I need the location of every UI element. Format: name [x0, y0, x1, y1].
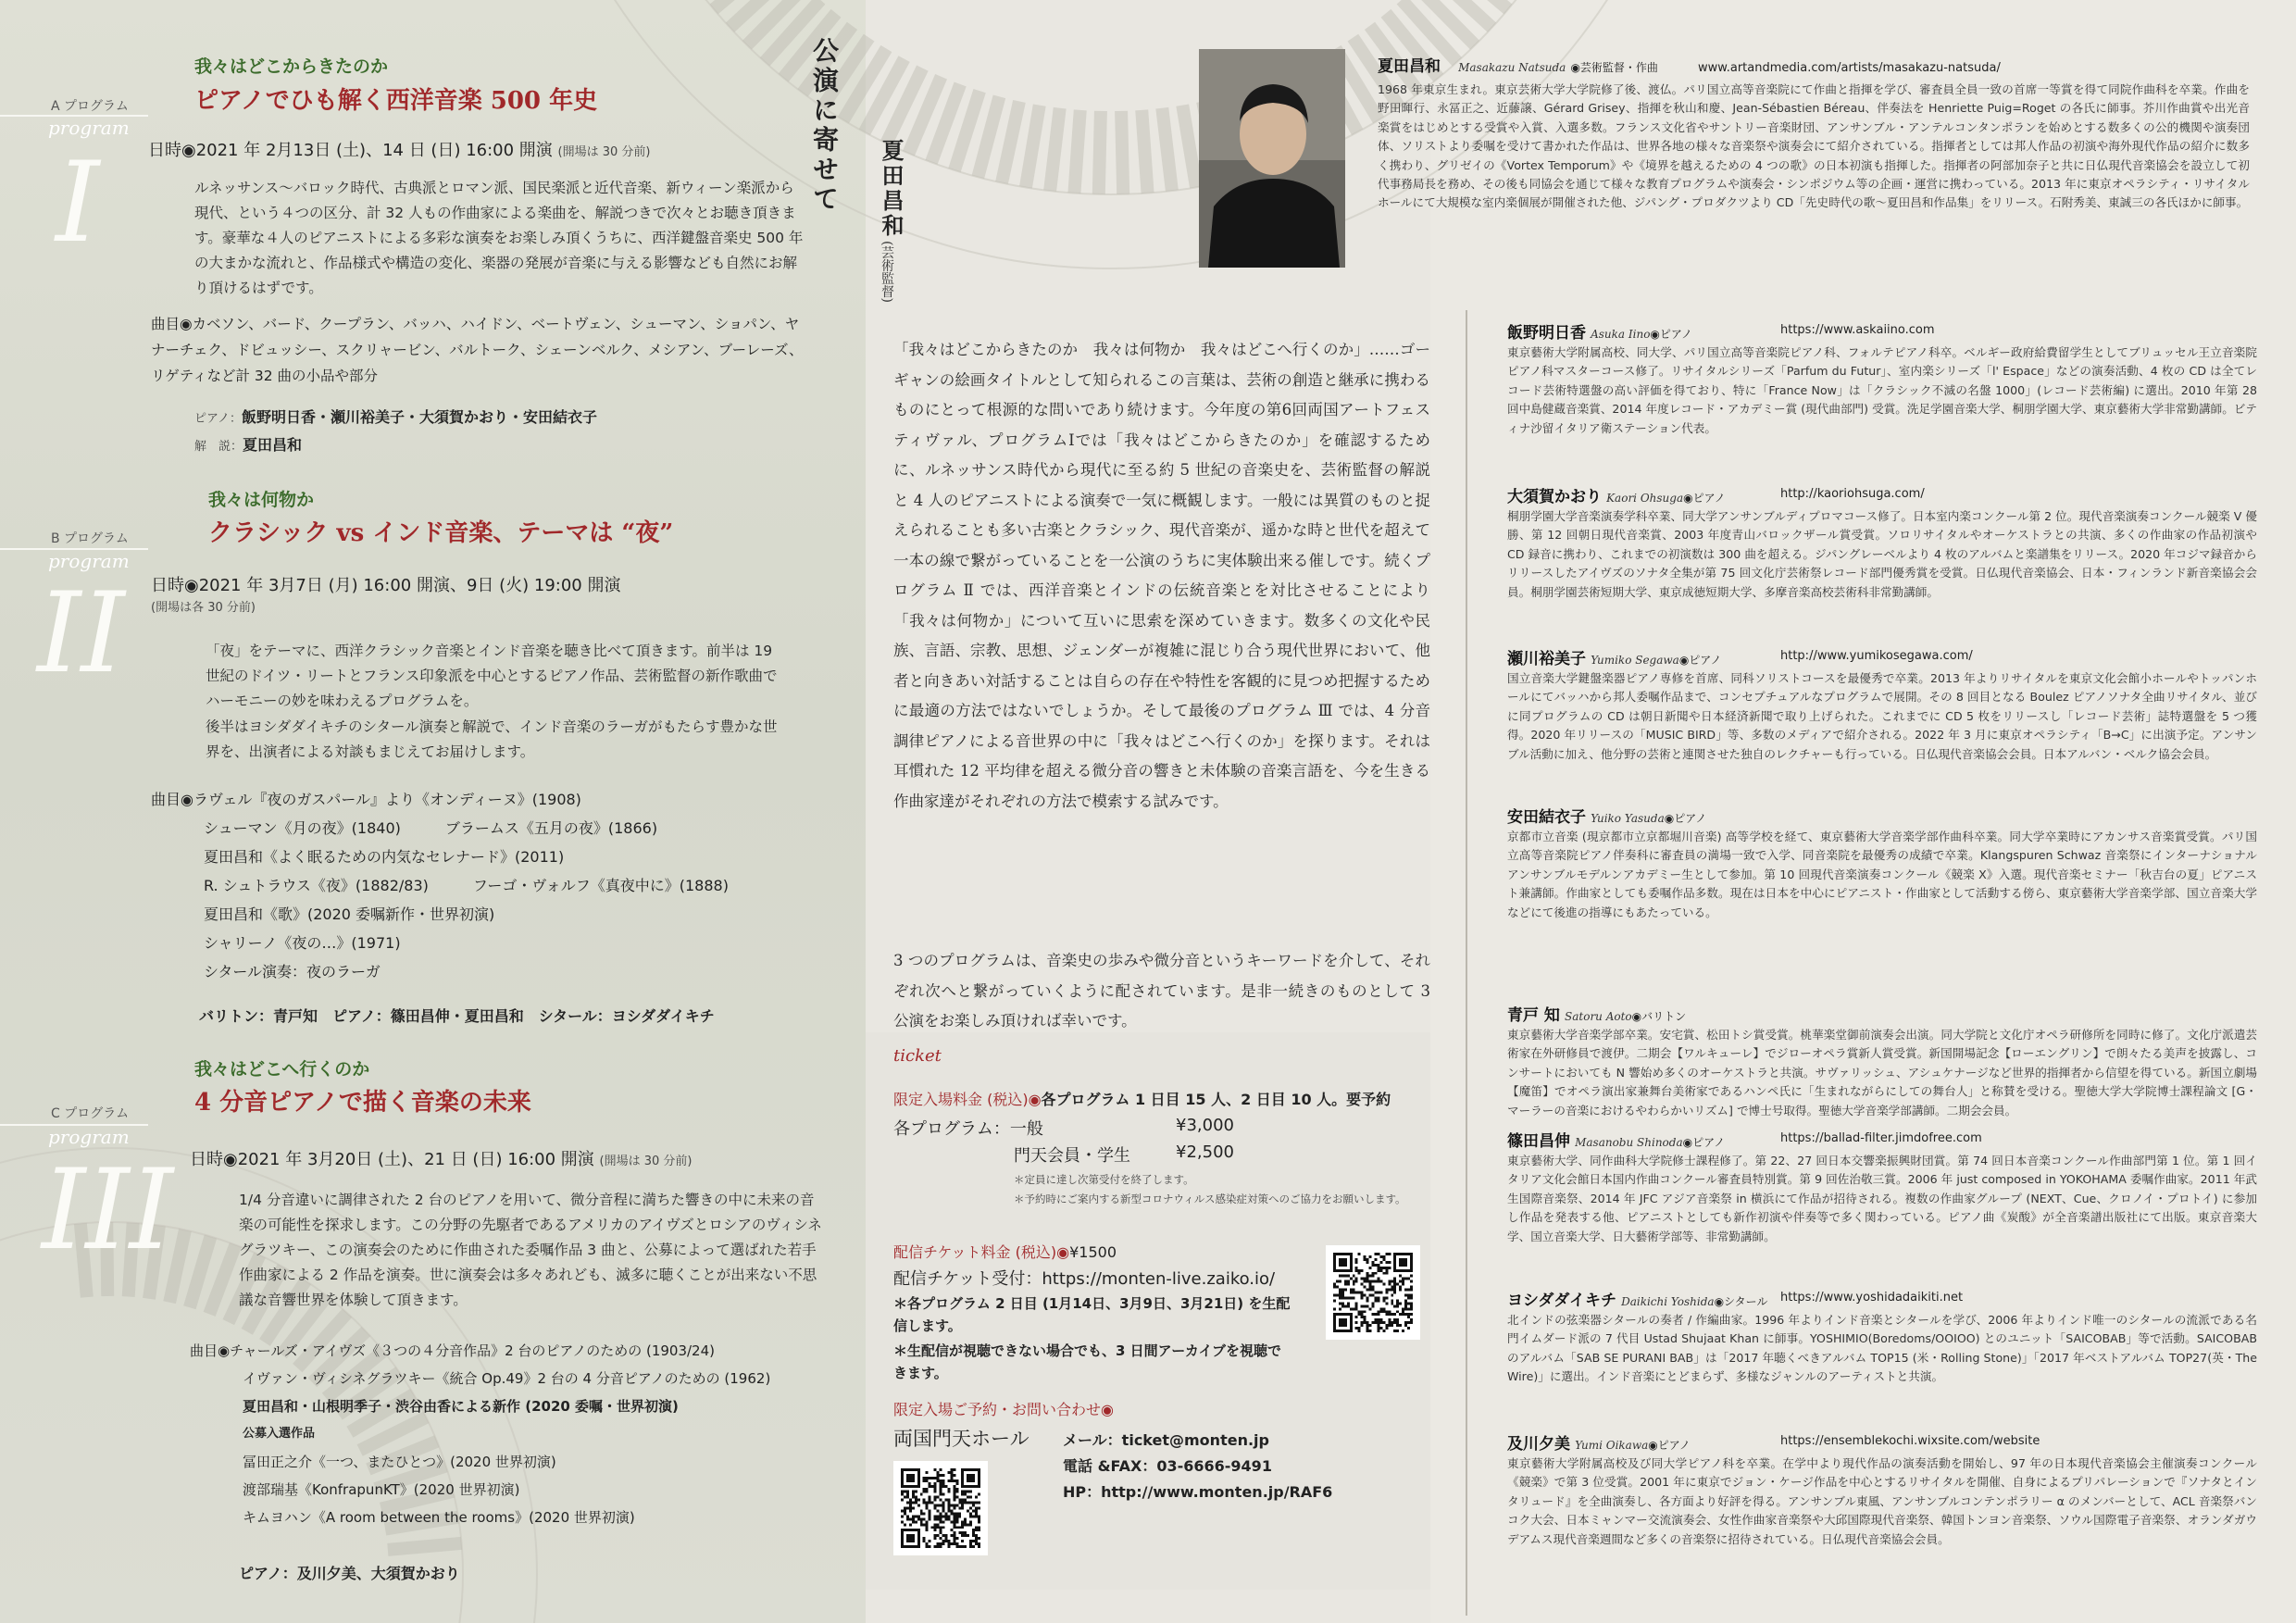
ticket-row-member	[1014, 1142, 1245, 1167]
artist-bio: 東京藝術大学附属高校及び同大学ピアノ科を卒業。在学中より現代作品の演奏活動を開始し、97 年の日本現代音楽協会主催演奏コンクール《競楽》で第 3 位受賞。2001 年に東京でジョン・ケージ作品を中心とするリサイタルを開催、自身によるプリパレーションで『ソナタとインタリュード』を全曲演奏し、各方面より好評を得る。アンサンブル東風、アンサンブルコンテンポラリー α のメンバーとして、ACL 音楽祭バンコク大会、日本ミャンマー交流演奏会、女性作曲家音楽祭や大邱国際現代音楽祭、韓国トンヨン音楽祭、ソウル国際電子音楽祭、オランダガウデアムス現代音楽週間など多くの音楽祭に招待されている。日仏現代音楽協会会員。	[1507, 1456, 2257, 1546]
ticket-note-2: ＊予約時にご案内する新型コロナウィルス感染症対策へのご協力をお願いします。	[1014, 1192, 1406, 1205]
program-b-description: 「夜」をテーマに、西洋クラシック音楽とインド音楽を聴き比べて頂きます。前半は 19 世紀のドイツ・リートとフランス印象派を中心とするピアノ作品、芸術監督の新作歌曲でハーモニーの妙を味わえるプログラムを。	[206, 643, 778, 709]
artist-bio: 桐朋学園大学音楽演奏学科卒業、同大学アンサンブルディプロマコース修了。日本室内楽コンクール第 2 位。現代音楽演奏コンクール競楽 V 優勝、第 12 回朝日現代音楽賞、2003 年度青山バロックザール賞受賞。ソロリサイタルやオーケストラとの共演、多くの作曲家の作品初演や CD 録音に携わり、これまでの初演数は 300 曲を超える。ジパングレーベルより 4 枚のアルバムと楽譜集をリリース。2020 年コジマ録音からリリースしたアイヴズのソナタ全集が第 75 回文化庁芸術祭レコード部門優秀賞を受賞。日仏現代音楽協会、日本・フィンランド新音楽協会会員。桐朋学園芸術短期大学、東京成徳短期大学、多摩音楽高校芸術科非常勤講師。	[1507, 509, 2257, 599]
artist-role: ◉ピアノ	[1664, 812, 1707, 825]
ticket-row-general	[893, 1116, 1234, 1140]
artist-roman: Yumi Oikawa	[1575, 1439, 1649, 1452]
stream-price	[893, 1241, 1117, 1262]
artist-roman: Satoru Aoto	[1565, 1010, 1632, 1023]
program-a-date-text: 日時◉2021 年 2月13日 (土)、14 日 (日) 16:00 開演	[148, 141, 553, 160]
artist-header	[1507, 483, 2257, 507]
repertoire-line: キムヨハン《A room between the rooms》(2020 世界初演)	[243, 1509, 635, 1526]
artist-bio: 東京藝術大学音楽学部卒業。安宅賞、松田トシ賞受賞。桃華楽堂御前演奏会出演。同大学院と文化庁オペラ研修所を同時に修了。文化庁派遣芸術家在外研修員で渡伊。二期会【ワルキューレ】でジローオペラ賞新人賞受賞。新国開場記念【ローエングリン】で朗々たる美声を披露し、コンサートにおいても N 響始め多くのオーケストラと共演。サヴァリッシュ、アシュケナージなど世界的指揮者から信望を得ている。新国立劇場【魔笛】でオペラ演出家兼舞台美術家であるハンペ氏に「生まれながらにしての舞台人」と称賛を受ける。聖徳大学大学院博士課程論文 [G・マーラーの音楽におけるやわらかいリズム] で博士号取得。聖徳大学音楽学部講師。二期会会員。	[1507, 1028, 2257, 1117]
program-b-numeral: II	[37, 569, 125, 698]
ticket-limit-text: 各プログラム 1 日目 15 人、2 日目 10 人。要予約	[1041, 1091, 1391, 1108]
artist-roman: Masanobu Shinoda	[1575, 1136, 1683, 1149]
repertoire-line: 夏田昌和《歌》(2020 委嘱新作・世界初演)	[204, 905, 495, 923]
artist-url[interactable]: https://www.askaiino.com	[1780, 323, 1935, 337]
essay-author: 夏田昌和	[878, 139, 905, 239]
stream-price-value: ¥1500	[1069, 1243, 1117, 1261]
stream-qr-code[interactable]	[1326, 1245, 1420, 1340]
stream-note-1: ＊各プログラム 2 日目 (1月14日、3月9日、3月21日) を生配信します。	[893, 1295, 1291, 1334]
artist-url[interactable]: http://kaoriohsuga.com/	[1780, 487, 1925, 501]
artist-header	[1507, 804, 2257, 828]
ticket-row1-label: 各プログラム：一般	[893, 1119, 1043, 1139]
ticket-limit-label: 限定入場料金 (税込)◉	[893, 1091, 1042, 1108]
artist-header	[1507, 645, 2257, 669]
artist-entry	[1507, 319, 2257, 438]
program-c-performers: ピアノ：及川夕美、大須賀かおり	[239, 1565, 460, 1582]
artist-name: 安田結衣子	[1507, 808, 1586, 827]
artist-role: ◉ピアノ	[1682, 1136, 1726, 1149]
program-c-date-note: (開場は 30 分前)	[599, 1155, 693, 1168]
program-a-subtitle: 我々はどこからきたのか	[194, 56, 389, 77]
program-b-date-note: (開場は各 30 分前)	[151, 601, 256, 615]
artist-role: ◉バリトン	[1631, 1010, 1687, 1023]
essay-paragraph-1: 「我々はどこからきたのか 我々は何物か 我々はどこへ行くのか」……ゴーギャンの絵画タイトルとして知られるこの言葉は、芸術の創造と継承に携わるものにとって根源的な問いであり続けます。今年度の第6回両国アートフェスティヴァル、プログラムⅠでは「我々はどこからきたのか」を確認するために、ルネッサンス時代から現代に至る約 5 世紀の音楽史を、芸術監督の解説と 4 人のピアニストによる演奏で一気に概観します。一般には異質のものと捉えられることも多い古楽とクラシック、現代音楽が、遥かな時と世代を超えて一本の線で繋がっていることを一公演のうちに実体験出来る催しです。続くプログラム Ⅱ では、西洋音楽とインドの伝統音楽とを対比させることにより「我々は何物か」について互いに思索を深めていきます。数多くの文化や民族、言語、宗教、思想、ジェンダーが複雑に混じり合う現代世界において、他者と向きあい対話することは自らの存在や特性を客観的に見つめ把握するために最適の方法ではないでしょうか。そして最後のプログラム Ⅲ では、4 分音調律ピアノによる音世界の中に「我々はどこへ行くのか」を探ります。それは耳慣れた 12 平均律を超える微分音の響きと未体験の音楽言語を、今を生きる作曲家達がそれぞれの方法で模索する試みです。	[893, 341, 1430, 810]
program-a-title: ピアノでひも解く西洋音楽 500 年史	[194, 87, 598, 115]
artist-name: 及川夕美	[1507, 1435, 1570, 1454]
artist-url[interactable]: https://ballad-filter.jimdofree.com	[1780, 1131, 1982, 1145]
repertoire-line: 渡部瑞基《KonfrapunKT》(2020 世界初演)	[243, 1481, 520, 1498]
contact-qr-code[interactable]	[893, 1461, 988, 1555]
artist-entry	[1507, 645, 2257, 764]
repertoire-line: 曲目◉チャールズ・アイヴズ《３つの４分音作品》2 台のピアノのための (1903/24)	[190, 1342, 715, 1359]
director-name: 夏田昌和	[1378, 57, 1441, 76]
stream-price-label: 配信チケット料金 (税込)◉	[893, 1243, 1070, 1261]
contact-label: 限定入場ご予約・お問い合わせ◉	[893, 1401, 1114, 1418]
program-c-label: C プログラム	[51, 1106, 130, 1121]
director-role: ◉芸術監督・作曲	[1570, 61, 1658, 74]
ticket-row1-price: ¥3,000	[1176, 1116, 1234, 1135]
program-c-date-text: 日時◉2021 年 3月20日 (土)、21 日 (日) 16:00 開演	[190, 1150, 594, 1169]
program-a-date	[148, 137, 650, 161]
artist-header	[1507, 1002, 2257, 1026]
ticket-row2-label: 門天会員・学生	[1014, 1146, 1130, 1166]
artist-url[interactable]: https://ensemblekochi.wixsite.com/website	[1780, 1434, 2040, 1448]
artist-header	[1507, 1430, 2257, 1454]
artist-entry	[1507, 1128, 2257, 1246]
pianists: 飯野明日香・瀬川裕美子・大須賀かおり・安田結衣子	[241, 408, 597, 426]
repertoire-line: シューマン《月の夜》(1840) ブラームス《五月の夜》(1866)	[204, 819, 658, 837]
program-a-commentary	[194, 433, 302, 455]
repertoire-line: 公募入選作品	[243, 1427, 316, 1441]
program-a-description: ルネッサンス～バロック時代、古典派とロマン派、国民楽派と近代音楽、新ウィーン楽派から現代、という４つの区分、計 32 人もの作曲家による楽曲を、解説つきで次々とお聴き頂きます。豪華な４人のピアニストによる多彩な演奏をお楽しみ頂くうちに、西洋鍵盤音楽史 500 年の大まかな流れと、作品様式や構造の変化、楽器の発展が音楽に与える影響なども自然にお解り頂けるはずです。	[194, 180, 804, 296]
program-b-label: B プログラム	[51, 531, 129, 546]
program-a-pianists	[194, 406, 597, 427]
program-c-title: 4 分音ピアノで描く音楽の未来	[194, 1089, 531, 1117]
program-a-date-note: (開場は 30 分前)	[557, 145, 651, 159]
program-b-date: 日時◉2021 年 3月7日 (月) 16:00 開演、9日 (火) 19:00 開演	[151, 576, 621, 595]
contact-hp[interactable]: HP：http://www.monten.jp/RAF6	[1063, 1483, 1333, 1501]
program-a-label: A プログラム	[51, 99, 129, 114]
artist-entry	[1507, 483, 2257, 602]
pianists-label: ピアノ：	[194, 412, 242, 426]
ticket-row2-price: ¥2,500	[1176, 1142, 1234, 1162]
repertoire-line: 夏田昌和・山根明季子・渋谷由香による新作 (2020 委嘱・世界初演)	[243, 1398, 679, 1415]
director-roman: Masakazu Natsuda	[1458, 61, 1566, 74]
hall-name: 両国門天ホール	[893, 1428, 1029, 1450]
essay-paragraph-2: 3 つのプログラムは、音楽史の歩みや微分音というキーワードを介して、それぞれ次へと繋がっていくように配されています。是非一続きのものとして 3 公演をお楽しみ頂ければ幸いです。	[893, 952, 1430, 1030]
program-b-repertoire	[151, 785, 729, 986]
program-c-numeral: III	[42, 1146, 174, 1275]
program-a-numeral: I	[56, 139, 100, 268]
ticket-heading: ticket	[893, 1046, 942, 1066]
artist-header	[1507, 1287, 2257, 1311]
artist-entry	[1507, 1287, 2257, 1387]
artist-role: ◉ピアノ	[1650, 328, 1692, 341]
artist-entry	[1507, 1430, 2257, 1549]
ticket-limit	[893, 1088, 1421, 1109]
program-a-repertoire: 曲目◉カベソン、バード、クープラン、バッハ、ハイドン、ベートヴェン、シューマン、ショパン、ヤナーチェク、ドビュッシー、スクリャービン、バルトーク、シェーンベルク、メシアン、ブーレーズ、リゲティなど計 32 曲の小品や部分	[151, 316, 804, 384]
artist-roman: Daikichi Yoshida	[1621, 1295, 1715, 1308]
artist-entry	[1507, 804, 2257, 922]
artist-role: ◉シタール	[1714, 1295, 1768, 1308]
ticket-note-1: ＊定員に達し次第受付を終了します。	[1014, 1173, 1194, 1186]
repertoire-line: R. シュトラウス《夜》(1882/83) フーゴ・ヴォルフ《真夜中に》(1888)	[204, 877, 729, 894]
repertoire-line: 夏田昌和《よく眠るための内気なセレナード》(2011)	[204, 848, 565, 866]
artist-name: 青戸 知	[1507, 1006, 1560, 1025]
artist-bio: 京都市立音楽 (現京都市立京都堀川音楽) 高等学校を経て、東京藝術大学音楽学部作曲科卒業。同大学卒業時にアカンサス音楽賞受賞。パリ国立高等音楽院ピアノ伴奏科に審査員の満場一致で入学、同音楽院を最優秀の成績で卒業。Klangspuren Schwaz 音楽祭にインターナショナルアンサンブルモデルンアカデミー生として参加。第 10 回現代音楽演奏コンクール《競楽 X》入選。現代音楽セミナー「秋吉台の夏」ピアニスト兼講師。作曲家としても委嘱作品多数。現在は日本を中心にピアニスト・作曲家として活動する傍ら、東京藝術大学音楽学部、国立音楽大学などにて後進の指導にもあたっている。	[1507, 830, 2257, 919]
stream-note-2: ＊生配信が視聴できない場合でも、3 日間アーカイブを視聴できます。	[893, 1342, 1282, 1381]
program-c-repertoire	[190, 1337, 770, 1531]
artist-role: ◉ピアノ	[1683, 492, 1726, 505]
program-c-description: 1/4 分音違いに調律された 2 台のピアノを用いて、微分音程に満ちた響きの中に未来の音楽の可能性を探求します。この分野の先駆者であるアメリカのアイヴズとロシアのヴィシネグラツキー、この演奏会のために作曲された委嘱作品 3 曲と、公募によって選ばれた若手作曲家による 2 作品を演奏。世に演奏会は多々あれども、滅多に聴くことが出来ない不思議な音響世界を体験して頂きます。	[239, 1192, 822, 1308]
artist-name: 篠田昌伸	[1507, 1132, 1570, 1151]
artist-bio: 東京藝術大学附属高校、同大学、パリ国立高等音楽院ピアノ科、フォルテピアノ科卒。ベルギー政府給費留学生としてブリュッセル王立音楽院ピアノ科マスターコース修了。リサイタルシリーズ「Parfum du Futur」、室内楽シリーズ「l' Espace」などの演奏活動、4 枚の CD は全てレコード芸術特選盤の高い評価を得ており、特に「France Now」は「クラシック不滅の名盤 1000」(レコード芸術編) に選出。2010 年第 28 回中島健蔵音楽賞、2014 年度レコード・アカデミー賞 (現代曲部門) 受賞。洗足学園音楽大学、桐朋学園大学、東京藝術大学非常勤講師。ビティナ沙留イタリア衛ステーション代表。	[1507, 345, 2257, 435]
director-header	[1378, 53, 2001, 76]
program-b-subtitle: 我々は何物か	[208, 490, 315, 510]
program-c-subtitle: 我々はどこへ行くのか	[194, 1059, 370, 1080]
program-c-date	[190, 1146, 692, 1170]
program-b-title: クラシック vs インド音楽、テーマは “夜”	[208, 519, 674, 547]
artist-bio: 北インドの弦楽器シタールの奏者 / 作編曲家。1996 年よりインド音楽とシタールを学び、2006 年よりインド唯一のシタールの流派である名門イムダード派の 7 代目 Ustad Shujaat Khan に師事。YOSHIMIO(Boredoms/OOIOO) とのユニット「SAICOBAB」等で活動。SAICOBAB のアルバム「SAB SE PURANI BAB」は「2017 年聴くべきアルバム TOP15 (米・Rolling Stone)」「2017 年ベストアルバム TOP27(英・The Wire)」に選出。インド音楽にとどまらず、多様なジャンルのアーティストと共演。	[1507, 1313, 2257, 1384]
artist-roman: Yumiko Segawa	[1591, 654, 1679, 667]
repertoire-line: シャリーノ《夜の…》(1971)	[204, 934, 401, 952]
artist-url[interactable]: https://www.yoshidadaikiti.net	[1780, 1291, 1964, 1305]
program-word: program	[48, 550, 130, 572]
artist-url[interactable]: http://www.yumikosegawa.com/	[1780, 649, 1973, 663]
column-divider	[1466, 310, 1467, 1616]
program-word: program	[48, 117, 130, 139]
artist-bio: 東京藝術大学、同作曲科大学院修士課程修了。第 22、27 回日本交響楽振興財団賞。第 74 回日本音楽コンクール作曲部門第 1 位。第 1 回イタリア文化会館日本国内作曲コンクール審査員特別賞。第 9 回佐治敬三賞。2006 年 just composed in YOKOHAMA 委嘱作曲家。2011 年武生国際音楽祭、2014 年 JFC アジア音楽祭 in 横浜にて作品が招待される。複数の作曲家グループ (NEXT、Cue、クロノイ・プロトイ) に参加し作品を発表する他、ピアニストとしても新作初演や伴奏等で多く関わっている。ピアノ曲《炭酸》が全音楽譜出版社にて出版。東京音楽大学、国立音楽大学、日大藝術学部等、非常勤講師。	[1507, 1154, 2257, 1243]
repertoire-line: 冨田正之介《一つ、またひとつ》(2020 世界初演)	[243, 1454, 556, 1470]
program-word: program	[48, 1126, 130, 1148]
artist-name: 大須賀かおり	[1507, 488, 1602, 506]
contact-mail[interactable]: メール：ticket@monten.jp	[1063, 1431, 1269, 1449]
artist-roman: Kaori Ohsuga	[1606, 492, 1684, 505]
director-bio: 1968 年東京生まれ。東京芸術大学大学院修了後、渡仏。パリ国立高等音楽院にて作曲と指揮を学び、審査員全員一致の首席一等賞を得て同院作曲科を卒業。作曲を野田暉行、永冨正之、近藤譲、Gérard Grisey、指揮を秋山和慶、Jean-Sébastien Béreau、伴奏法を Henriette Puig=Roget の各氏に師事。芥川作曲賞や出光音楽賞をはじめとする受賞や入賞、入選多数。フランス文化省やサントリー音楽財団、アンサンブル・アンテルコンタンポランを始めとする数多くの公的機関や演奏団体、ソリストより委嘱を受けて書かれた作品は、世界各地の様々な音楽祭や演奏会にて紹介されている。指揮者としては邦人作品の初演や海外現代作品の紹介に数多く携わり、グリゼイの《Vortex Temporum》や《境界を越えるための 4 つの歌》の日本初演も指揮した。指揮者の阿部加奈子と共に日仏現代音楽協会を設立して初代事務局長を務め、その後も同協会を通じて様々な教育プログラムや演奏会・シンポジウム等の企画・運営に携わっている。2013 年に東京オペラシティ・リサイタルホールにて大規模な室内楽個展が開催された他、ジパング・プロダクツより CD「先史時代の歌～夏田昌和作品集」をリリース。石附秀美、東誠三の各氏ほかに師事。	[1378, 82, 2250, 210]
artist-bio: 国立音楽大学鍵盤楽器ピアノ専修を首席、同科ソリストコースを最優秀で卒業。2013 年よりリサイタルを東京文化会館小ホールやトッパンホールにてバッハから邦人委嘱作品まで、コンセプチュアルなプログラムで展開。その 8 回目となる Boulez ピアノソナタ全曲リサイタル、並びに同プログラムの CD は朝日新聞や日本経済新聞で取り上げられた。これまでに CD 5 枚をリリースし「レコード芸術」誌特選盤を 5 つ獲得。2020 年リリースの「MUSIC BIRD」等、多数のメディアで紹介される。2022 年 3 月に東京オペラシティ「B→C」に出演予定。アンサンブル活動に加え、他分野の芸術と連関させた独自のレクチャーも行っている。日仏現代音楽協会会員。日本アルバン・ベルク協会会員。	[1507, 671, 2257, 761]
repertoire-line: イヴァン・ヴィシネグラツキー《統合 Op.49》2 台の 4 分音ピアノのための (1962)	[243, 1370, 771, 1387]
program-b-description-2: 後半はヨシダダイキチのシタール演奏と解説で、インド音楽のラーガがもたらす豊かな世界を、出演者による対談もまじえてお届けします。	[206, 718, 778, 760]
essay-author-role: (芸術監督)	[880, 241, 894, 303]
artist-role: ◉ピアノ	[1648, 1439, 1691, 1452]
artist-name: ヨシダダイキチ	[1507, 1292, 1616, 1310]
artist-name: 飯野明日香	[1507, 324, 1586, 343]
director-url[interactable]: www.artandmedia.com/artists/masakazu-natsuda/	[1698, 61, 2001, 75]
artist-name: 瀬川裕美子	[1507, 650, 1586, 668]
program-b-performers: バリトン：青戸知 ピアノ：篠田昌伸・夏田昌和 シタール：ヨシダダイキチ	[199, 1007, 715, 1025]
stream-url[interactable]: 配信チケット受付：https://monten-live.zaiko.io/	[893, 1269, 1276, 1289]
artist-roman: Yuiko Yasuda	[1591, 812, 1665, 825]
artist-role: ◉ピアノ	[1678, 654, 1722, 667]
commentary: 夏田昌和	[243, 436, 303, 454]
repertoire-line: 曲目◉ラヴェル『夜のガスパール』より《オンディーヌ》(1908)	[151, 791, 581, 808]
artist-header	[1507, 319, 2257, 343]
artist-header	[1507, 1128, 2257, 1152]
repertoire-line: シタール演奏：夜のラーガ	[204, 963, 381, 980]
director-photo	[1199, 49, 1345, 268]
commentary-label: 解 説：	[194, 440, 243, 454]
essay-heading: 公演に寄せて	[809, 37, 840, 215]
artist-entry	[1507, 1002, 2257, 1120]
contact-tel: 電話 &FAX：03-6666-9491	[1063, 1457, 1272, 1475]
artist-roman: Asuka Iino	[1591, 328, 1651, 341]
